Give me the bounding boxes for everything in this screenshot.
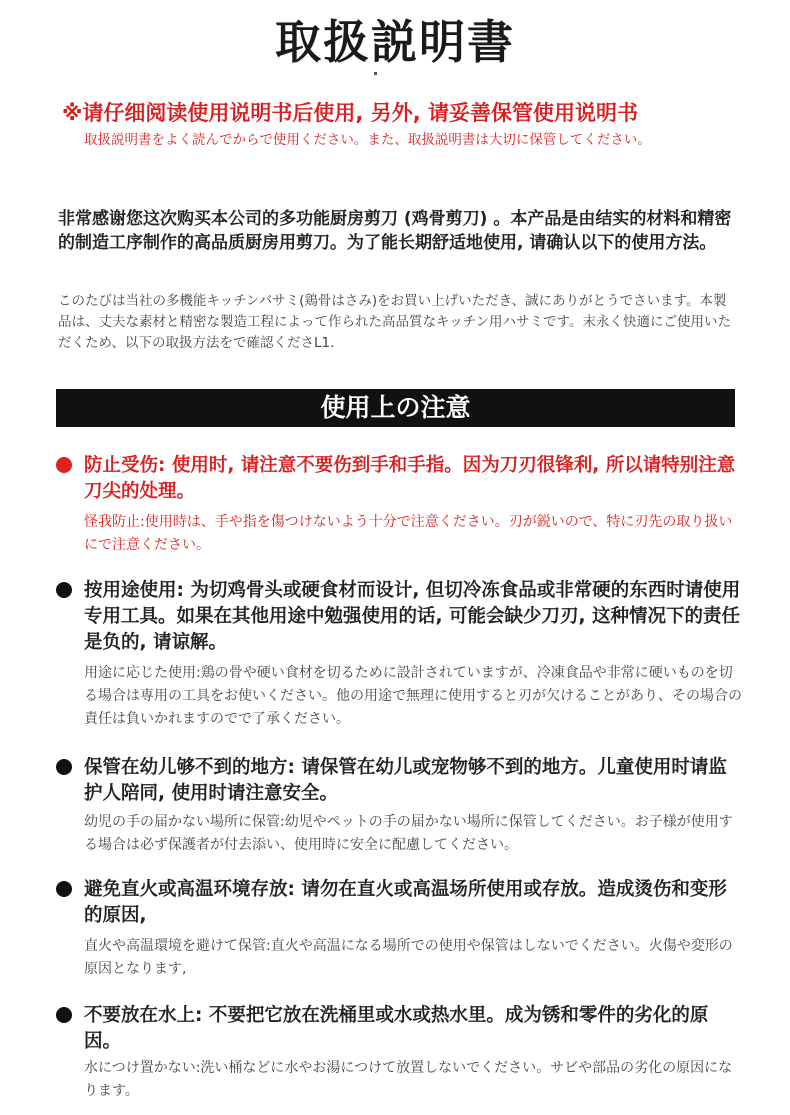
caution-jp: 水につけ置かない:洗い桶などに水やお湯につけて放置しないでください。サビや部品の劣化の原因になります。 bbox=[84, 1060, 733, 1099]
caution-item-injury bbox=[56, 453, 746, 563]
caution-jp: 用途に応じた使用:鶏の骨や硬い食材を切るために設計されていますが、冷凍食品や非常に硬いものを切る場合は専用の工具をお使いください。他の用途で無理に使用すると刃が欠けることがあり、その場合の責任は負いかれますのでで了承ください。 bbox=[84, 665, 742, 727]
bullet-icon bbox=[56, 759, 72, 775]
caution-jp: 怪我防止:使用時は、手や指を傷つけないよう十分で注意ください。刃が鋭いので、特に刃先の取り扱いにで注意ください。 bbox=[84, 514, 733, 553]
caution-cn: 不要放在水上: 不要把它放在洗桶里或水或热水里。成为锈和零件的劣化的原因。 bbox=[84, 1005, 709, 1052]
section-header: 使用上の注意 bbox=[56, 389, 735, 427]
bullet-icon bbox=[56, 881, 72, 897]
intro-jp: このたびは当社の多機能キッチンバサミ(鶏骨はさみ)をお買い上げいただき、誠にありがとうでさいます。本製品は、丈夫な素材と精密な製造工程によって作られた高品質なキッチン用ハサミです。末永く快適にご使用いただくため、以下の取扱方法をで確認くださL1. bbox=[58, 293, 731, 351]
red-bullet-icon bbox=[56, 457, 72, 473]
caution-item-usage bbox=[56, 578, 746, 738]
caution-jp: 直火や高温環境を避けて保管:直火や高温になる場所での使用や保管はしないでください。火傷や変形の原因となります, bbox=[84, 938, 733, 977]
bullet-icon bbox=[56, 582, 72, 598]
caution-cn: 保管在幼儿够不到的地方: 请保管在幼儿或宠物够不到的地方。儿童使用时请监护人陪同, 使用时请注意安全。 bbox=[84, 757, 727, 804]
caution-item-storage-children bbox=[56, 755, 746, 865]
warning-jp: 取扱説明書をよく読んでからで使用ください。また、取扱説明書は大切に保管してください。 bbox=[84, 132, 651, 148]
intro-cn: 非常感谢您这次购买本公司的多功能厨房剪刀 (鸡骨剪刀) 。本产品是由结实的材料和精密的制造工序制作的高品质厨房用剪刀。为了能长期舒适地使用, 请确认以下的使用方法。 bbox=[58, 209, 732, 253]
decorative-dot bbox=[374, 72, 377, 75]
page-title: 取扱説明書 bbox=[275, 15, 515, 69]
caution-cn: 按用途使用: 为切鸡骨头或硬食材而设计, 但切冷冻食品或非常硬的东西时请使用专用工具。如果在其他用途中勉强使用的话, 可能会缺少刀刃, 这种情况下的责任是负的, 请谅解。 bbox=[84, 580, 741, 653]
caution-item-heat bbox=[56, 877, 746, 987]
caution-cn: 防止受伤: 使用时, 请注意不要伤到手和手指。因为刀刃很锋利, 所以请特别注意刀尖的处理。 bbox=[84, 455, 736, 502]
caution-item-water bbox=[56, 1003, 746, 1113]
caution-cn: 避免直火或高温环境存放: 请勿在直火或高温场所使用或存放。造成烫伤和变形的原因, bbox=[84, 879, 727, 926]
bullet-icon bbox=[56, 1007, 72, 1023]
warning-cn: ※请仔细阅读使用说明书后使用, 另外, 请妥善保管使用说明书 bbox=[62, 101, 638, 125]
caution-jp: 幼児の手の届かない場所に保管:幼児やペットの手の届かない場所に保管してください。お子様が使用する場合は必ず保護者が付去添い、使用時に安全に配慮してください。 bbox=[84, 814, 733, 853]
